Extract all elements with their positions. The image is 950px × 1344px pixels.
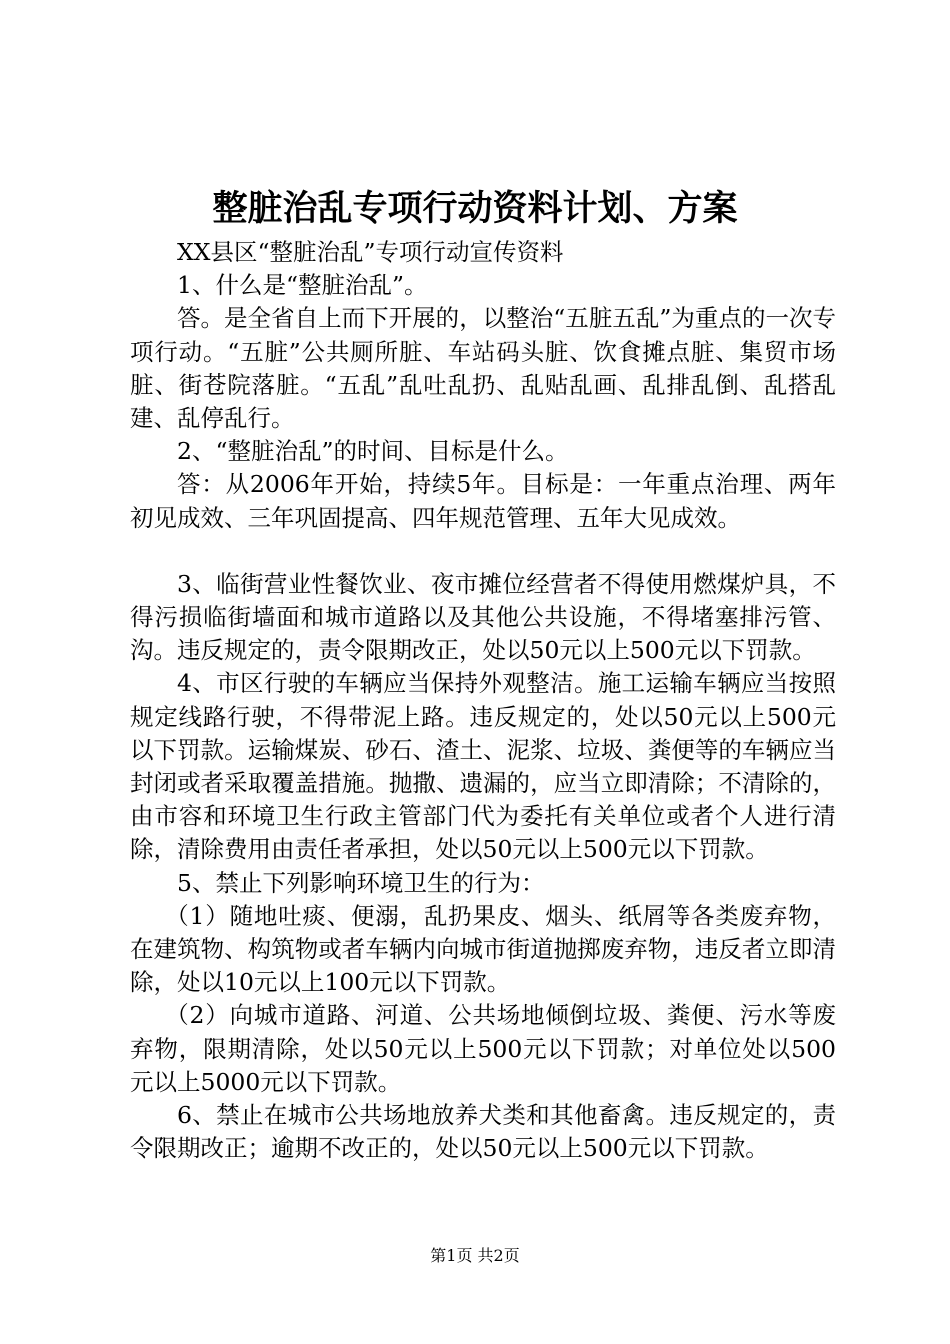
rule-5-item-2: （2）向城市道路、河道、公共场地倾倒垃圾、粪便、污水等废弃物，限期清除，处以50元以上500元以下罚款；对单位处以500元以上5000元以下罚款。	[130, 1001, 836, 1096]
document-body	[130, 236, 836, 1165]
question-2: 2、“整脏治乱”的时间、目标是什么。	[177, 437, 569, 466]
answer-1: 答。是全省自上而下开展的，以整治“五脏五乱”为重点的一次专项行动。“五脏”公共厕所脏、车站码头脏、饮食摊点脏、集贸市场脏、街苍院落脏。“五乱”乱吐乱扔、乱贴乱画、乱排乱倒、乱搭乱建、乱停乱行。	[130, 304, 836, 433]
page-footer	[0, 1244, 950, 1268]
rule-3: 3、临街营业性餐饮业、夜市摊位经营者不得使用燃煤炉具，不得污损临街墙面和城市道路以及其他公共设施，不得堵塞排污管、沟。违反规定的，责令限期改正，处以50元以上500元以下罚款。	[130, 569, 836, 665]
page-indicator: 第1页 共2页	[430, 1246, 520, 1265]
question-1: 1、什么是“整脏治乱”。	[177, 271, 428, 300]
answer-2: 答：从2006年开始，持续5年。目标是：一年重点治理、两年初见成效、三年巩固提高、四年规范管理、五年大见成效。	[130, 470, 836, 532]
rule-4: 4、市区行驶的车辆应当保持外观整洁。施工运输车辆应当按照规定线路行驶，不得带泥上路。违反规定的，处以50元以上500元以下罚款。运输煤炭、砂石、渣土、泥浆、垃圾、粪便等的车辆应当封闭或者采取覆盖措施。抛撒、遗漏的，应当立即清除；不清除的，由市容和环境卫生行政主管部门代为委托有关单位或者个人进行清除，清除费用由责任者承担，处以50元以上500元以下罚款。	[130, 669, 836, 864]
rule-5-item-1: （1）随地吐痰、便溺，乱扔果皮、烟头、纸屑等各类废弃物，在建筑物、构筑物或者车辆内向城市街道抛掷废弃物，违反者立即清除，处以10元以上100元以下罚款。	[130, 901, 836, 997]
subtitle-line: XX县区“整脏治乱”专项行动宣传资料	[177, 238, 564, 266]
rule-5-heading: 5、禁止下列影响环境卫生的行为：	[177, 868, 545, 897]
rule-6: 6、禁止在城市公共场地放养犬类和其他畜禽。违反规定的，责令限期改正；逾期不改正的，处以50元以上500元以下罚款。	[130, 1101, 836, 1163]
document-title: 整脏治乱专项行动资料计划、方案	[212, 188, 738, 229]
